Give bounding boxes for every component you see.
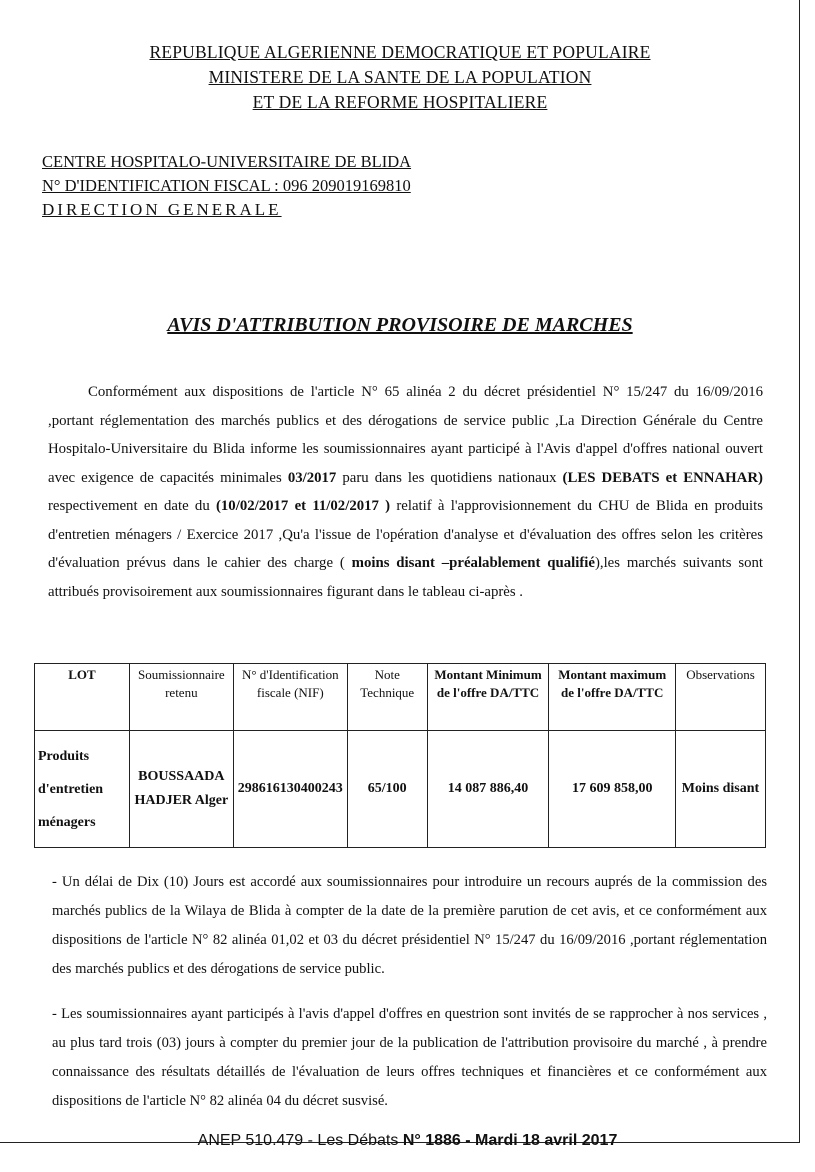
- header-bidder: Soumissionnaire retenu: [129, 664, 233, 731]
- header-republic: REPUBLIQUE ALGERIENNE DEMOCRATIQUE ET POPULAIRE: [149, 42, 651, 62]
- intro-text-2: paru dans les quotidiens nationaux: [336, 469, 563, 486]
- cell-bidder: BOUSSAADA HADJER Alger: [129, 731, 233, 848]
- cell-max-amount: 17 609 858,00: [549, 731, 676, 848]
- header-score: Note Technique: [347, 664, 427, 731]
- results-note: - Les soumissionnaires ayant participés à l'avis d'appel d'offres en questrion sont invités de se rapprocher à nos services , au plus tard trois (03) jours à compter du premier jour de la publication de l'attribution provisoire du marché , à prendre connaissance des résultats détaillés de l'évaluation de leurs offres techniques et financières et ce conformément aux dispositions de l'article N° 82 alinéa 04 du décret susvisé.: [52, 1006, 767, 1109]
- header-reform: ET DE LA REFORME HOSPITALIERE: [252, 92, 548, 112]
- table-row: [35, 731, 766, 848]
- intro-dates: (10/02/2017 et 11/02/2017 ): [215, 498, 391, 514]
- header-min-amount: Montant Minimum de l'offre DA/TTC: [427, 664, 549, 731]
- table-header-row: [35, 664, 766, 731]
- issuer-nif: N° D'IDENTIFICATION FISCAL : 096 209019169810: [42, 176, 411, 195]
- issuer-direction: DIRECTION GENERALE: [42, 200, 282, 219]
- header-max-amount: Montant maximum de l'offre DA/TTC: [549, 664, 676, 731]
- header-nif: N° d'Identification fiscale (NIF): [233, 664, 347, 731]
- page-frame-right: [799, 0, 800, 1142]
- footer-issue: N° 1886 - Mardi 18 avril 2017: [402, 1132, 618, 1149]
- footer-source: ANEP 510.479 - Les Débats: [197, 1132, 399, 1149]
- issuer-block: [42, 150, 411, 222]
- intro-paragraph: [48, 378, 763, 606]
- intro-ref: 03/2017: [287, 469, 337, 486]
- intro-text-5: ),les marchés suivants sont attribués provisoirement aux soumissionnaires figurant dans le tableau ci-après .: [48, 555, 763, 600]
- publication-footer: [0, 1132, 815, 1150]
- award-table: [34, 663, 766, 848]
- appeal-note: - Un délai de Dix (10) Jours est accordé aux soumissionnaires pour introduire un recours auprés de la commission des marchés publics de la Wilaya de Blida à compter de la date de la première parution de cet avis, et ce conformément aux dispositions de l'article N° 82 alinéa 01,02 et 03 du décret présidentiel N° 15/247 du 16/09/2016 ,portant réglementation des marchés publics et des dérogations de service public.: [52, 874, 767, 977]
- header-ministry: MINISTERE DE LA SANTE DE LA POPULATION: [208, 67, 592, 87]
- intro-papers: (LES DEBATS et ENNAHAR): [562, 469, 763, 486]
- intro-text-1: Conformément aux dispositions de l'article N° 65 alinéa 2 du décret présidentiel N° 15/247 du 16/09/2016 ,portant réglementation des marchés publics et des dérogations de service public ,La Direction Générale du Centre Hospitalo-Universitaire du Blida informe les soumissionnaires ayant participé à l'Avis d'appel d'offres national ouvert avec exigence de capacités minimales: [48, 384, 763, 486]
- intro-criteria: moins disant –préalablement qualifié: [351, 555, 595, 571]
- cell-score: 65/100: [347, 731, 427, 848]
- cell-observations: Moins disant: [676, 731, 766, 848]
- cell-nif: 298616130400243: [233, 731, 347, 848]
- notice-title: AVIS D'ATTRIBUTION PROVISOIRE DE MARCHES: [167, 314, 633, 336]
- cell-lot: Produits d'entretien ménagers: [35, 731, 130, 848]
- cell-min-amount: 14 087 886,40: [427, 731, 549, 848]
- header-lot: LOT: [35, 664, 130, 731]
- document-header: [0, 40, 800, 115]
- intro-text-4: relatif à l'approvisionnement du CHU de Blida en produits d'entretien ménagers / Exercice 2017 ,Qu'a l'issue de l'opération d'analyse et d'évaluation des offres selon les critères d'évaluation prévus dans le cahier des charge (: [48, 498, 763, 571]
- issuer-name: CENTRE HOSPITALO-UNIVERSITAIRE DE BLIDA: [42, 152, 412, 171]
- intro-text-3: respectivement en date du: [48, 498, 216, 514]
- header-observations: Observations: [676, 664, 766, 731]
